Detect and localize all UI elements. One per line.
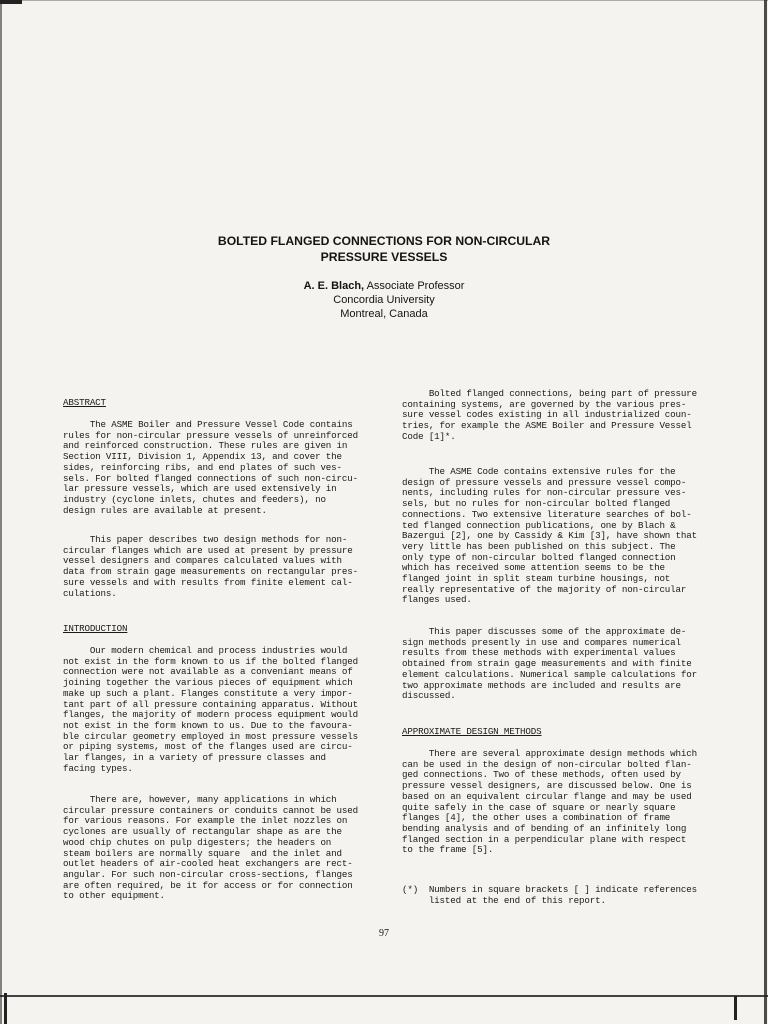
scan-edge-right <box>764 0 767 1024</box>
scan-mark-top-left <box>0 0 22 4</box>
abstract-paragraph-2: This paper describes two design methods for non- circular flanges which are used at present by pressure vessel designers and compares calculated values with data from strain gage measurements on rectangular pres- sure vessels and with results from finite element cal- culations. <box>63 534 358 599</box>
scan-edge-top <box>0 0 768 1</box>
paper-title-line-1: BOLTED FLANGED CONNECTIONS FOR NON-CIRCULAR <box>217 234 551 248</box>
author-name: A. E. Blach, <box>303 280 365 292</box>
abstract-paragraph-1: The ASME Boiler and Pressure Vessel Code contains rules for non-circular pressure vessels of unreinforced and reinforced construction. These rules are given in Section VIII, Division 1, Appendix 13, and cover the sides, reinforcing ribs, and end plates of such ves- sels. For bolted flanged connections of such non-circu- lar pressure vessels, which are used extensively in industry (cyclone inlets, chutes and feeders), no design rules are available at present. <box>63 419 358 516</box>
right-paragraph-2: The ASME Code contains extensive rules for the design of pressure vessels and pressure vessel compo- nents, including rules for non-circular pressure ves- sels, but no rules for non-circular bolted flanged connections. Two extensive literature searches of bol- ted flanged connection publications, one by Blach & Bazergui [2], one by Cassidy & Kim [3], have shown that very little has been published on this subject. The only type of non-circular bolted flanged connection which has received some attention seems to be the flanged joint in split steam turbine housings, not really representative of the majority of non-circular flanges used. <box>402 466 697 606</box>
introduction-heading: INTRODUCTION <box>63 623 128 634</box>
right-paragraph-1: Bolted flanged connections, being part of pressure containing systems, are governed by the various pres- sure vessel codes existing in all industrialized coun- tries, for example the ASME Boiler and Pressure Vessel Code [1]*. <box>402 388 697 442</box>
scan-edge-left <box>0 0 2 1024</box>
right-paragraph-3: This paper discusses some of the approximate de- sign methods presently in use and compares numerical results from these methods with experimental values obtained from strain gage measurements and with finite element calculations. Numerical sample calculations for two approximate methods are included and results are discussed. <box>402 626 697 702</box>
abstract-heading: ABSTRACT <box>63 397 106 408</box>
scan-edge-bottom <box>0 995 768 997</box>
paper-title-line-2: PRESSURE VESSELS <box>320 250 448 264</box>
author-location: Montreal, Canada <box>340 308 428 320</box>
right-paragraph-4: There are several approximate design methods which can be used in the design of non-circular bolted flan- ged connections. Two of these methods, often used by pressure vessel designers, are discussed below. One is based on an equivalent circular flange and may be used quite safely in the case of square or nearly square flanges [4], the other uses a combination of frame bending analysis and of bending of an infinitely long flanged section in a perpendicular plane with respect to the frame [5]. <box>402 748 697 856</box>
page-number: 97 <box>379 928 389 939</box>
introduction-paragraph-2: There are, however, many applications in which circular pressure containers or conduits cannot be used for various reasons. For example the inlet nozzles on cyclones are usually of rectangular shape as are the wood chip chutes on pulp digesters; the headers on steam boilers are normally square and the inlet and outlet headers of air-cooled heat exchangers are rect- angular. For such non-circular cross-sections, flanges are often required, be it for access or for connection to other equipment. <box>63 794 358 902</box>
scan-mark-bottom-right <box>734 996 737 1020</box>
approximate-methods-heading: APPROXIMATE DESIGN METHODS <box>402 726 542 737</box>
paper-title <box>0 233 768 265</box>
introduction-paragraph-1: Our modern chemical and process industries would not exist in the form known to us if the bolted flanged connection were not available as a conveniant means of joining together the various pieces of equipment which make up such a plant. Flanges constitute a very impor- tant part of all pressure containing apparatus. Without flanges, the majority of modern process equipment would not exist in the form known to us. Due to the favoura- ble circular geometry employed in most pressure vessels or piping systems, most of the flanges used are circu- lar flanges, in a variety of pressure classes and facing types. <box>63 645 358 774</box>
scan-mark-bottom-left <box>4 993 7 1024</box>
author-affiliation: Concordia University <box>333 294 435 306</box>
author-line <box>0 279 768 293</box>
footnote: (*) Numbers in square brackets [ ] indicate references listed at the end of this report. <box>402 884 697 906</box>
author-role: Associate Professor <box>364 280 465 292</box>
author-block <box>0 279 768 321</box>
